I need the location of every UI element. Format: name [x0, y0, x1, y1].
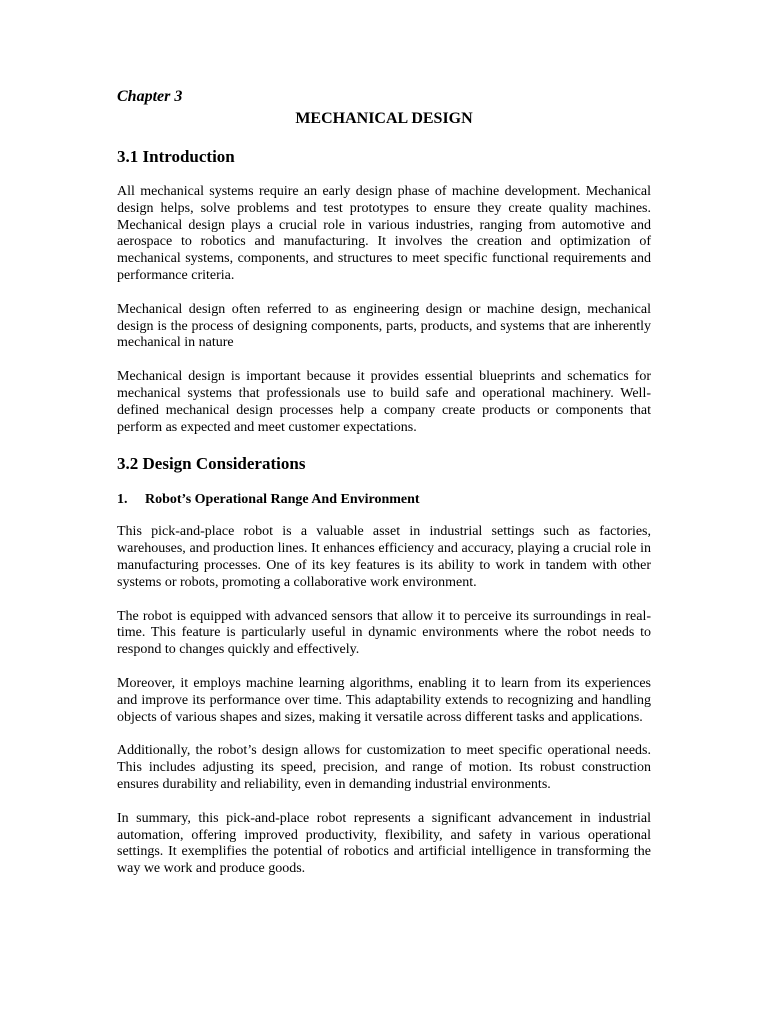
design-paragraph: This pick-and-place robot is a valuable asset in industrial settings such as factories, warehouses, and production lines. It enhances efficiency and accuracy, playing a crucial role in manufacturing processes. One of its key features is its ability to work in tandem with other systems or robots, promoting a collaborative work environment.: [117, 524, 651, 590]
subsection-title: Robot’s Operational Range And Environment: [145, 492, 420, 508]
design-paragraph: Additionally, the robot’s design allows for customization to meet specific operational needs. This includes adjusting its speed, precision, and range of motion. Its robust construction ensures durability and reliability, even in demanding industrial environments.: [117, 743, 651, 792]
subsection-number: 1.: [117, 492, 128, 508]
design-paragraph: The robot is equipped with advanced sensors that allow it to perceive its surroundings in real-time. This feature is particularly useful in dynamic environments where the robot needs to respond to changes quickly and effectively.: [117, 608, 651, 658]
subsection-heading: [117, 491, 651, 509]
section-heading-design-considerations: 3.2 Design Considerations: [117, 454, 306, 474]
section-heading-introduction: 3.1 Introduction: [117, 147, 235, 166]
intro-paragraph: Mechanical design often referred to as engineering design or machine design, mechanical design is the process of designing components, parts, products, and systems that are inherently mechanical in nature: [117, 301, 651, 351]
design-paragraph: Moreover, it employs machine learning algorithms, enabling it to learn from its experiences and improve its performance over time. This adaptability extends to recognizing and handling objects of various shapes and sizes, making it versatile across different tasks and applications.: [117, 675, 651, 725]
intro-paragraph: All mechanical systems require an early design phase of machine development. Mechanical design helps, solve problems and test prototypes to ensure they create quality machines. Mechanical design plays a crucial role in various industries, ranging from automotive and aerospace to robotics and manufacturing. It involves the creation and optimization of mechanical systems, components, and structures to meet specific functional requirements and performance criteria.: [117, 184, 651, 283]
document-page: [117, 86, 651, 895]
chapter-title: MECHANICAL DESIGN: [295, 110, 473, 127]
design-paragraph: In summary, this pick-and-place robot represents a significant advancement in industrial automation, offering improved productivity, flexibility, and safety in various operational settings. It exemplifies the potential of robotics and artificial intelligence in transforming the way we work and produce goods.: [117, 810, 651, 877]
chapter-label: Chapter 3: [117, 88, 183, 105]
intro-paragraph: Mechanical design is important because it provides essential blueprints and schematics for mechanical systems that professionals use to build safe and operational machinery. Well-defined mechanical design processes help a company create products or components that perform as expected and meet customer expectations.: [117, 369, 651, 435]
